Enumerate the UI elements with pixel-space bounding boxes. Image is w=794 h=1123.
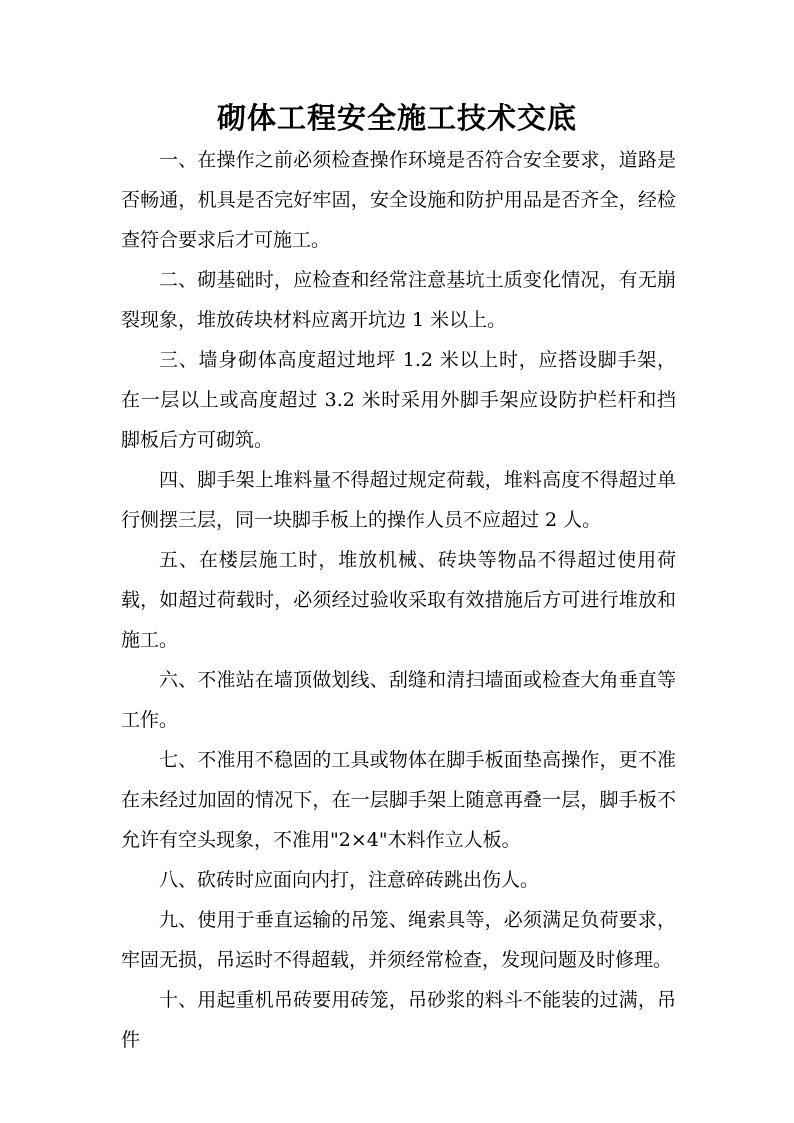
paragraph-3: 三、墙身砌体高度超过地坪 1.2 米以上时，应搭设脚手架，在一层以上或高度超过 3.2 米时采用外脚手架应设防护栏杆和挡脚板后方可砌筑。 [121,349,676,451]
paragraph-6: 六、不准站在墙顶做划线、刮缝和清扫墙面或检查大角垂直等工作。 [121,669,676,731]
paragraph-7: 七、不准用不稳固的工具或物体在脚手板面垫高操作，更不准在未经过加固的情况下，在一层脚手架上随意再叠一层，脚手板不允许有空头现象，不准用"2×4"木料作立人板。 [121,749,676,851]
document-title: 砌体工程安全施工技术交底 [216,101,577,135]
paragraph-4: 四、脚手架上堆料量不得超过规定荷载，堆料高度不得超过单行侧摆三层，同一块脚手板上的操作人员不应超过 2 人。 [121,469,676,531]
paragraph-8: 八、砍砖时应面向内打，注意碎砖跳出伤人。 [159,869,540,891]
document-body [121,140,676,1060]
paragraph-5: 五、在楼层施工时，堆放机械、砖块等物品不得超过使用荷载，如超过荷载时，必须经过验收采取有效措施后方可进行堆放和施工。 [121,549,676,651]
paragraph-2: 二、砌基础时，应检查和经常注意基坑土质变化情况，有无崩裂现象，堆放砖块材料应离开坑边 1 米以上。 [121,269,676,331]
paragraph-10: 十、用起重机吊砖要用砖笼，吊砂浆的料斗不能装的过满，吊件 [121,989,676,1051]
paragraph-1: 一、在操作之前必须检查操作环境是否符合安全要求，道路是否畅通，机具是否完好牢固，安全设施和防护用品是否齐全，经检查符合要求后才可施工。 [121,149,676,251]
paragraph-9: 九、使用于垂直运输的吊笼、绳索具等，必须满足负荷要求，牢固无损，吊运时不得超载，并须经常检查，发现问题及时修理。 [121,909,676,971]
